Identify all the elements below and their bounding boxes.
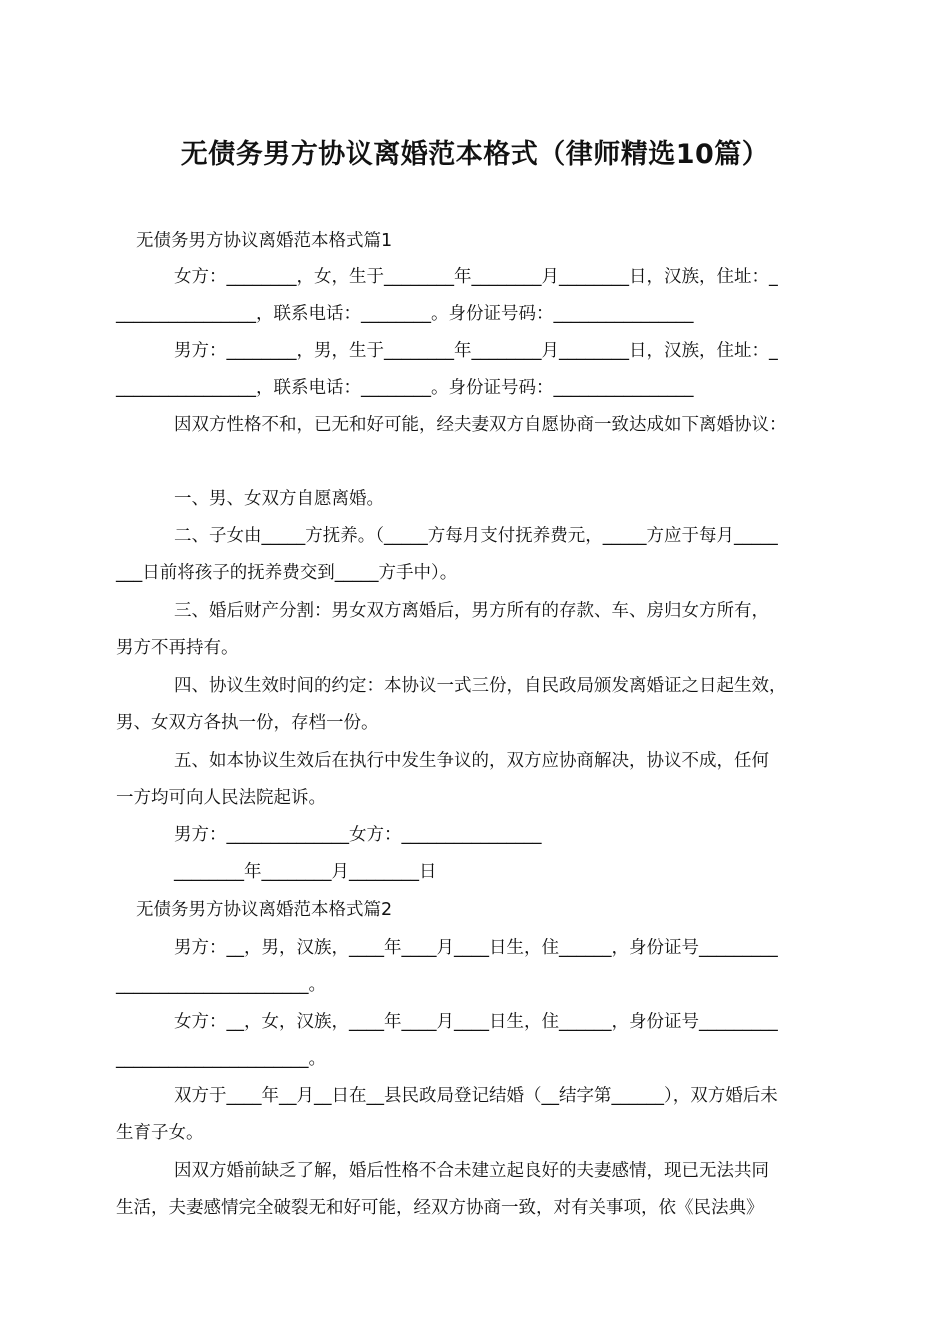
text-line: ______________________。 [116,975,326,995]
text-line: 四、协议生效时间的约定：本协议一式三份，自民政局颁发离婚证之日起生效， [174,676,787,696]
text-line: 女方：________，女，生于________年________月________日，汉族，住址：_ [174,267,778,287]
text-line: 三、婚后财产分割：男女双方离婚后，男方所有的存款、车、房归女方所有， [174,601,769,621]
text-line: ______________________。 [116,1049,326,1069]
text-line: ________________，联系电话：________。身份证号码：________________ [116,304,694,324]
text-line: 二、子女由_____方抚养。（_____方每月支付抚养费元，_____方应于每月_____ [174,526,778,546]
text-line: 男、女双方各执一份，存档一份。 [116,713,379,733]
text-line: ________年________月________日 [174,862,437,882]
document-title: 无债务男方协议离婚范本格式（律师精选10篇） [180,139,770,170]
text-line: 男方不再持有。 [116,638,239,658]
text-line: 一方均可向人民法院起诉。 [116,788,326,808]
text-line: 女方：__，女，汉族，____年____月____日生，住______，身份证号_________ [174,1012,778,1032]
text-line: 生活，夫妻感情完全破裂无和好可能，经双方协商一致，对有关事项，依《民法典》 [116,1198,764,1218]
text-line: 无债务男方协议离婚范本格式篇1 [136,231,393,251]
text-line: 一、男、女双方自愿离婚。 [174,489,384,509]
text-line: ________________，联系电话：________。身份证号码：________________ [116,378,694,398]
text-line: 五、如本协议生效后在执行中发生争议的，双方应协商解决，协议不成，任何 [174,751,769,771]
text-line: 男方：__，男，汉族，____年____月____日生，住______，身份证号_________ [174,938,778,958]
text-line: 男方：________，男，生于________年________月________日，汉族，住址：_ [174,341,778,361]
text-line: 生育子女。 [116,1123,204,1143]
text-line: 无债务男方协议离婚范本格式篇2 [136,900,393,920]
text-line: 男方：______________女方：________________ [174,825,542,845]
text-line: 因双方性格不和，已无和好可能，经夫妻双方自愿协商一致达成如下离婚协议： [174,415,787,435]
text-line: 双方于____年__月__日在__县民政局登记结婚（__结字第______），双方婚后未 [174,1086,778,1106]
text-line: 因双方婚前缺乏了解，婚后性格不合未建立起良好的夫妻感情，现已无法共同 [174,1161,769,1181]
text-line: ___日前将孩子的抚养费交到_____方手中）。 [116,563,458,583]
